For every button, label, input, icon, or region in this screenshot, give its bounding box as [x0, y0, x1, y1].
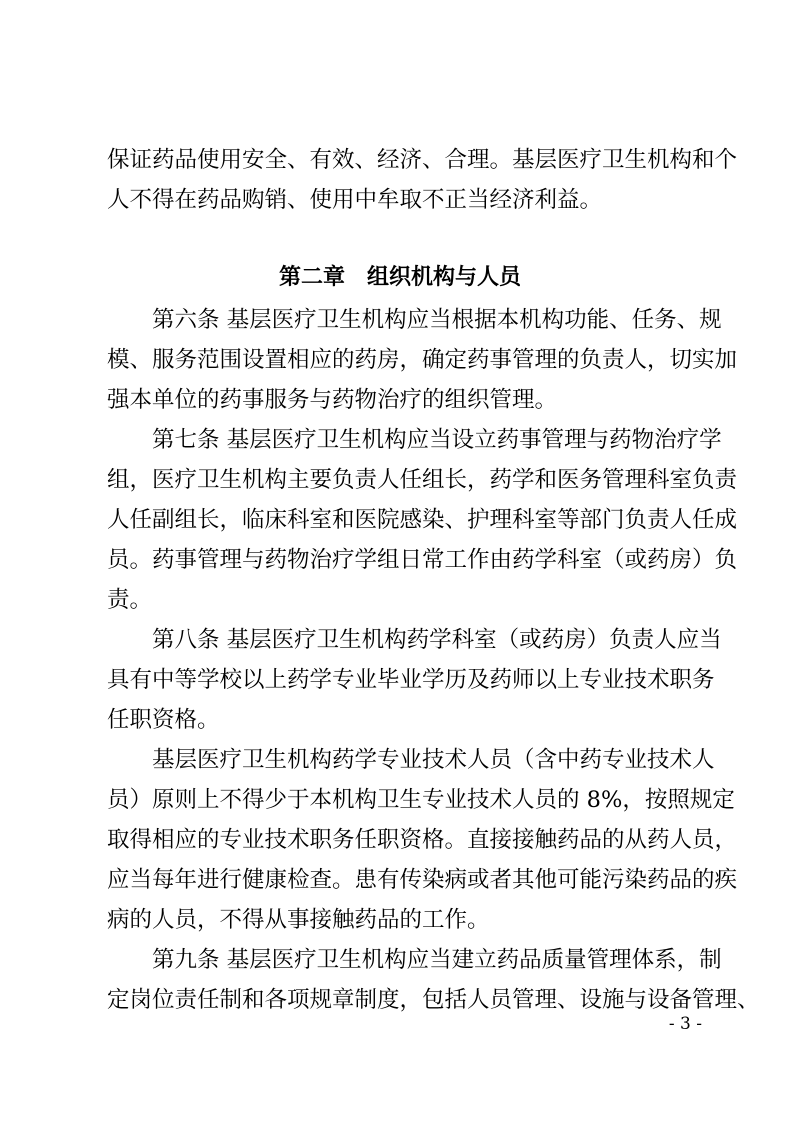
staff-paragraph-line-4: 应当每年进行健康检查。患有传染病或者其他可能污染药品的疾	[107, 867, 738, 893]
article-9-line-1: 第九条 基层医疗卫生机构应当建立药品质量管理体系，制	[107, 947, 722, 973]
article-7-line-3: 人任副组长，临床科室和医院感染、护理科室等部门负责人任成	[107, 507, 738, 533]
staff-paragraph-line-3: 取得相应的专业技术职务任职资格。直接接触药品的从药人员，	[107, 827, 738, 853]
intro-line-2: 人不得在药品购销、使用中牟取不正当经济利益。	[107, 187, 603, 213]
article-7-line-2: 组，医疗卫生机构主要负责人任组长，药学和医务管理科室负责	[107, 467, 738, 493]
article-6-line-1: 第六条 基层医疗卫生机构应当根据本机构功能、任务、规	[107, 307, 722, 333]
article-7-line-4: 员。药事管理与药物治疗学组日常工作由药学科室（或药房）负	[107, 547, 738, 573]
page-number: - 3 -	[668, 1014, 702, 1034]
article-8-line-2: 具有中等学校以上药学专业毕业学历及药师以上专业技术职务	[107, 667, 715, 693]
article-8-line-3: 任职资格。	[107, 707, 220, 733]
intro-line-1: 保证药品使用安全、有效、经济、合理。基层医疗卫生机构和个	[107, 147, 738, 173]
staff-paragraph-line-5: 病的人员，不得从事接触药品的工作。	[107, 907, 490, 933]
article-6-line-2: 模、服务范围设置相应的药房，确定药事管理的负责人，切实加	[107, 347, 738, 373]
article-9-line-2: 定岗位责任制和各项规章制度，包括人员管理、设施与设备管理、	[107, 987, 760, 1013]
staff-paragraph-line-2: 员）原则上不得少于本机构卫生专业技术人员的 8%，按照规定	[107, 787, 735, 813]
article-6-line-3: 强本单位的药事服务与药物治疗的组织管理。	[107, 387, 558, 413]
staff-paragraph-line-1: 基层医疗卫生机构药学专业技术人员（含中药专业技术人	[107, 747, 715, 773]
chapter-heading: 第二章 组织机构与人员	[278, 265, 521, 290]
article-7-line-5: 责。	[107, 587, 153, 613]
article-7-line-1: 第七条 基层医疗卫生机构应当设立药事管理与药物治疗学	[107, 427, 722, 453]
article-8-line-1: 第八条 基层医疗卫生机构药学科室（或药房）负责人应当	[107, 627, 722, 653]
